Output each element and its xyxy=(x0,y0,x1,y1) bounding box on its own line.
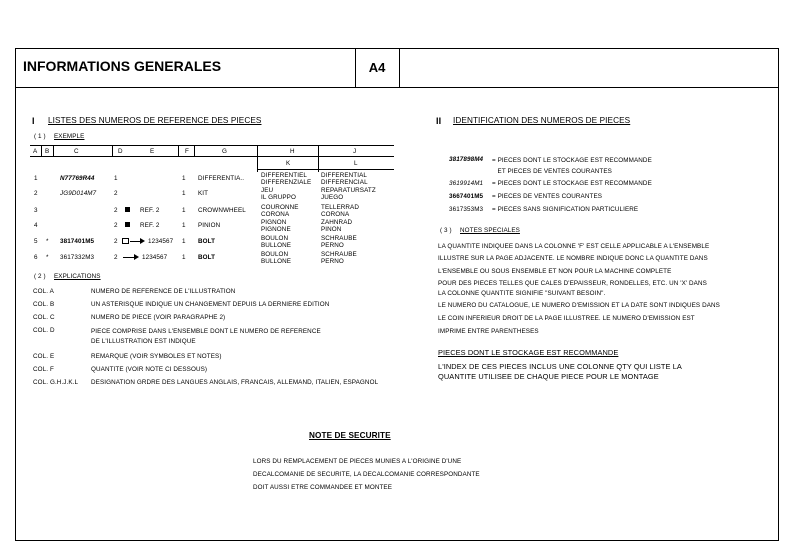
col-header-c: C xyxy=(74,148,79,155)
section-title: LISTES DES NUMEROS DE REFERENCE DES PIECES xyxy=(48,116,262,125)
col-header-b: B xyxy=(45,148,50,155)
table-rule xyxy=(30,145,394,146)
table-divider xyxy=(41,145,42,156)
row-desc-de-es: SCHRAUBE PERNO xyxy=(321,251,357,265)
note-line: LA QUANTITE INDIQUEE DANS LA COLONNE 'F' EST CELLE APPLICABLE A L'ENSEMBLE xyxy=(438,243,710,250)
safety-line: LORS DU REMPLACEMENT DE PIECES MUNIES A L'ORIGINE D'UNE xyxy=(253,458,462,465)
row-change-marker: * xyxy=(46,238,49,245)
row-remark: 1234567 xyxy=(142,254,168,261)
row-parent: 2 xyxy=(114,222,118,229)
section-title: IDENTIFICATION DES NUMEROS DE PIECES xyxy=(453,116,631,125)
row-desc-de-es: TELLERRAD CORONA xyxy=(321,204,359,218)
row-parent: 2 xyxy=(114,207,118,214)
row-parent: 2 xyxy=(114,238,118,245)
expl-col: COL. A xyxy=(33,288,54,295)
expl-text: REMARQUE (VOIR SYMBOLES ET NOTES) xyxy=(91,353,222,360)
row-desc-de-es: DIFFERENTIAL DIFFERENCIAL xyxy=(321,172,368,186)
symbol-icon xyxy=(125,207,130,212)
note-line: LA COLONNE QUANTITE SIGNIFIE "SUIVANT BESOIN". xyxy=(438,290,606,297)
col-header-k: K xyxy=(286,160,291,167)
row-remark: 1234567 xyxy=(148,238,174,245)
row-remark: REF. 2 xyxy=(140,222,160,229)
row-desc-de-es: SCHRAUBE PERNO xyxy=(321,235,357,249)
expl-text: UN ASTERISQUE INDIQUE UN CHANGEMENT DEPUIS LA DERNIERE EDITION xyxy=(91,301,330,308)
arrow-right-icon xyxy=(123,257,136,258)
arrow-right-icon xyxy=(130,241,142,242)
safety-line: DECALCOMANIE DE SECURITE, LA DECALCOMANIE CORRESPONDANTE xyxy=(253,471,480,478)
example-title: EXEMPLE xyxy=(54,133,85,140)
id-part-number: 3617353M3 xyxy=(449,206,484,213)
row-ref: 3 xyxy=(34,207,38,214)
table-divider xyxy=(53,145,54,156)
row-ref: 4 xyxy=(34,222,38,229)
row-ref: 1 xyxy=(34,175,38,182)
header-blank-box xyxy=(399,48,779,88)
id-part-number: 3667401M5 xyxy=(449,193,484,200)
note-line: L'ENSEMBLE OU SOUS ENSEMBLE ET NON POUR LA MACHINE COMPLETE xyxy=(438,268,672,275)
explanations-title: EXPLICATIONS xyxy=(54,273,101,280)
row-ref: 5 xyxy=(34,238,38,245)
row-desc-en: KIT xyxy=(198,190,209,197)
table-divider xyxy=(112,145,113,156)
table-divider xyxy=(194,145,195,156)
col-header-g: G xyxy=(222,148,227,155)
col-header-l: L xyxy=(354,160,358,167)
id-part-number: 3817898M4 xyxy=(449,156,484,163)
row-part-number: 3817401M5 xyxy=(60,238,95,245)
table-divider xyxy=(257,145,258,172)
col-header-e: E xyxy=(150,148,155,155)
row-parent: 2 xyxy=(114,254,118,261)
row-desc-en: BOLT xyxy=(198,238,216,245)
page-title: INFORMATIONS GENERALES xyxy=(23,58,222,74)
row-desc-fr-it: BOULON BULLONE xyxy=(261,251,292,265)
expl-col: COL. B xyxy=(33,301,55,308)
notes-label: ( 3 ) xyxy=(440,227,452,234)
row-desc-en: DIFFERENTIA.. xyxy=(198,175,245,182)
row-remark: REF. 2 xyxy=(140,207,160,214)
expl-text: NUMERO DE REFERENCE DE L'ILLUSTRATION xyxy=(91,288,236,295)
expl-text: PIECE COMPRISE DANS L'ENSEMBLE DONT LE NUMERO DE REFERENCE DE L'ILLUSTRATION EST INDIQUE xyxy=(91,328,321,345)
safety-line: DOIT AUSSI ETRE COMMANDEE ET MONTEE xyxy=(253,484,393,491)
row-desc-en: CROWNWHEEL xyxy=(198,207,246,214)
row-desc-en: PINION xyxy=(198,222,221,229)
col-header-a: A xyxy=(33,148,38,155)
id-meaning: = PIECES DONT LE STOCKAGE EST RECOMMANDE ET PIECES DE VENTES COURANTES xyxy=(492,157,652,175)
notes-title: NOTES SPECIALES xyxy=(460,227,520,234)
row-qty: 1 xyxy=(182,254,186,261)
table-divider xyxy=(318,145,319,172)
row-qty: 1 xyxy=(182,175,186,182)
header-title-box xyxy=(15,48,356,88)
row-parent: 2 xyxy=(114,190,118,197)
table-divider xyxy=(178,145,179,156)
row-desc-fr-it: COURONNE CORONA xyxy=(261,204,299,218)
row-desc-fr-it: DIFFERENTIEL DIFFERENZIALE xyxy=(261,172,312,186)
section-number: II xyxy=(436,116,442,126)
row-desc-de-es: ZAHNRAD PINON xyxy=(321,219,353,233)
stock-text-line: QUANTITE UTILISEE DE CHAQUE PIECE POUR LE MONTAGE xyxy=(438,372,659,381)
note-line: IMPRIME ENTRE PARENTHESES xyxy=(438,328,539,335)
row-part-number: JG9D014M7 xyxy=(60,190,97,197)
row-part-number: N77769R44 xyxy=(60,175,95,182)
note-line: ILLUSTRE SUR LA PAGE ADJACENTE. LE NOMBRE INDIQUE DONC LA QUANTITE DANS xyxy=(438,255,708,262)
expl-text: QUANTITE (VOIR NOTE CI DESSOUS) xyxy=(91,366,208,373)
explanations-label: ( 2 ) xyxy=(34,273,46,280)
row-qty: 1 xyxy=(182,222,186,229)
row-desc-fr-it: BOULON BULLONE xyxy=(261,235,292,249)
row-desc-fr-it: PIGNON PIGNONE xyxy=(261,219,291,233)
expl-text: NUMERO DE PIECE (VOIR PARAGRAPHE 2) xyxy=(91,314,226,321)
note-line: LE NUMERO DU CATALOGUE, LE NUMERO D'EMISSION ET LA DATE SONT INDIQUES DANS xyxy=(438,302,720,309)
col-header-f: F xyxy=(185,148,189,155)
row-desc-en: BOLT xyxy=(198,254,216,261)
row-qty: 1 xyxy=(182,190,186,197)
id-meaning: = PIECES DE VENTES COURANTES xyxy=(492,193,603,200)
stock-text-line: L'INDEX DE CES PIECES INCLUS UNE COLONNE QTY QUI LISTE LA xyxy=(438,362,682,371)
expl-col: COL. G.H.J.K.L xyxy=(33,379,79,386)
id-meaning: = PIECES SANS SIGNIFICATION PARTICULIERE xyxy=(492,206,639,213)
row-qty: 1 xyxy=(182,207,186,214)
expl-col: COL. C xyxy=(33,314,55,321)
id-meaning: = PIECES DONT LE STOCKAGE EST RECOMMANDE xyxy=(492,180,652,187)
row-desc-fr-it: JEU IL GRUPPO xyxy=(261,187,296,201)
expl-col: COL. F xyxy=(33,366,54,373)
col-header-h: H xyxy=(290,148,295,155)
row-ref: 2 xyxy=(34,190,38,197)
col-header-j: J xyxy=(353,148,357,155)
page-code: A4 xyxy=(355,48,400,88)
symbol-icon xyxy=(125,222,130,227)
row-qty: 1 xyxy=(182,238,186,245)
row-part-number: 3617332M3 xyxy=(60,254,95,261)
expl-col: COL. E xyxy=(33,353,55,360)
section-number: I xyxy=(32,116,35,126)
expl-text: DESIGNATION GRDRE DES LANGUES ANGLAIS, FRANCAIS, ALLEMAND, ITALIEN, ESPAGNOL xyxy=(91,379,379,386)
table-rule xyxy=(30,156,394,157)
row-parent: 1 xyxy=(114,175,118,182)
id-part-number: 3619914M1 xyxy=(449,180,484,187)
note-line: LE COIN INFERIEUR DROIT DE LA PAGE ILLUSTREE. LE NUMERO D'EMISSION EST xyxy=(438,315,695,322)
example-label: ( 1 ) xyxy=(34,133,46,140)
bracket-icon xyxy=(122,238,129,244)
safety-title: NOTE DE SECURITE xyxy=(309,431,391,440)
row-change-marker: * xyxy=(46,254,49,261)
stock-title: PIECES DONT LE STOCKAGE EST RECOMMANDE xyxy=(438,348,619,357)
table-rule xyxy=(257,169,394,170)
expl-col: COL. D xyxy=(33,327,55,334)
row-ref: 6 xyxy=(34,254,38,261)
note-line: POUR DES PIECES TELLES QUE CALES D'EPAISSEUR, RONDELLES, ETC. UN 'X' DANS xyxy=(438,280,707,287)
row-desc-de-es: REPARATURSATZ JUEGO xyxy=(321,187,376,201)
col-header-d: D xyxy=(118,148,123,155)
